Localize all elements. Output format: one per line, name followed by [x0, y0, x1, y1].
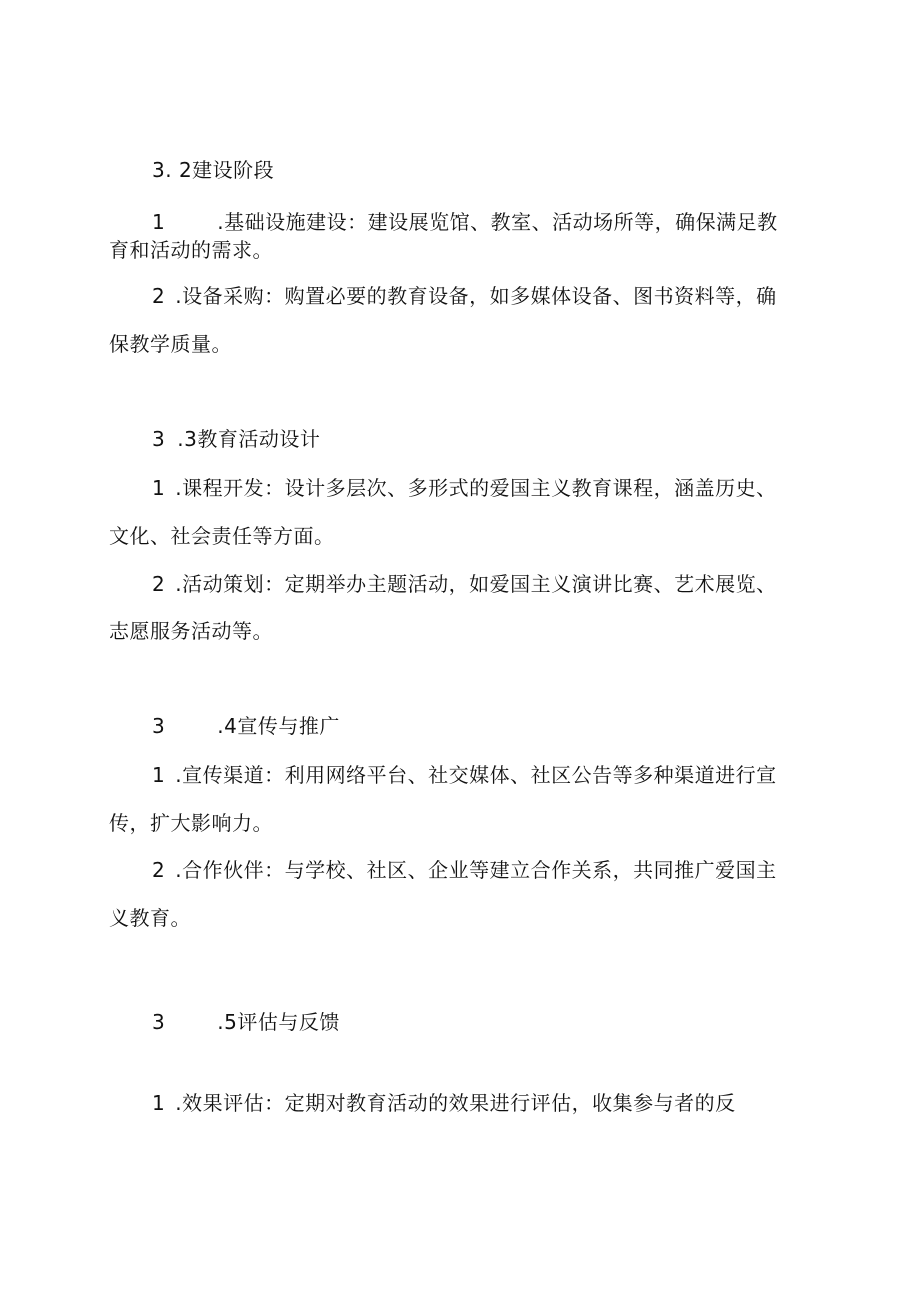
section-heading-number: 3 — [152, 427, 166, 451]
section-heading-3-2 — [152, 158, 274, 182]
list-item-number: 2 — [152, 858, 166, 882]
list-item-line — [152, 476, 777, 500]
list-item-text: 育和活动的需求。 — [109, 238, 273, 262]
section-heading-3-5 — [152, 1010, 340, 1034]
list-item-text: .宣传渠道：利用网络平台、社交媒体、社区公告等多种渠道进行宣 — [175, 763, 777, 787]
list-item-text: .活动策划：定期举办主题活动，如爱国主义演讲比赛、艺术展览、 — [175, 572, 777, 596]
list-item-text: .效果评估：定期对教育活动的效果进行评估，收集参与者的反 — [175, 1091, 736, 1115]
list-item-line — [109, 332, 232, 356]
list-item-line — [152, 210, 778, 234]
list-item-line — [109, 619, 273, 643]
section-heading-number: 3 — [152, 1010, 166, 1034]
list-item-text: .课程开发：设计多层次、多形式的爱国主义教育课程，涵盖历史、 — [175, 476, 777, 500]
section-heading-text: 3. 2建设阶段 — [152, 158, 275, 182]
list-item-text: 志愿服务活动等。 — [109, 619, 273, 643]
section-heading-text: .3教育活动设计 — [177, 427, 321, 451]
list-item-line — [152, 284, 777, 308]
list-item-text: 义教育。 — [109, 906, 191, 930]
list-item-text: 文化、社会责任等方面。 — [109, 524, 335, 548]
list-item-text: 保教学质量。 — [109, 332, 232, 356]
section-heading-text: .5评估与反馈 — [217, 1010, 340, 1034]
list-item-number: 1 — [152, 210, 166, 234]
list-item-number: 2 — [152, 572, 166, 596]
list-item-number: 1 — [152, 763, 166, 787]
list-item-text: .合作伙伴：与学校、社区、企业等建立合作关系，共同推广爱国主 — [175, 858, 777, 882]
list-item-number: 1 — [152, 1091, 166, 1115]
section-heading-number: 3 — [152, 714, 166, 738]
section-heading-text: .4宣传与推广 — [217, 714, 340, 738]
list-item-line — [152, 1091, 736, 1115]
section-heading-3-3 — [152, 427, 320, 451]
list-item-number: 1 — [152, 476, 166, 500]
list-item-line — [109, 238, 273, 262]
list-item-number: 2 — [152, 284, 166, 308]
list-item-line — [152, 858, 777, 882]
list-item-text: .设备采购：购置必要的教育设备，如多媒体设备、图书资料等，确 — [175, 284, 777, 308]
list-item-line — [152, 763, 777, 787]
list-item-line — [109, 811, 273, 835]
list-item-text: .基础设施建设：建设展览馆、教室、活动场所等，确保满足教 — [217, 210, 778, 234]
list-item-line — [109, 524, 335, 548]
list-item-text: 传，扩大影响力。 — [109, 811, 273, 835]
section-heading-3-4 — [152, 714, 340, 738]
list-item-line — [109, 906, 191, 930]
list-item-line — [152, 572, 777, 596]
